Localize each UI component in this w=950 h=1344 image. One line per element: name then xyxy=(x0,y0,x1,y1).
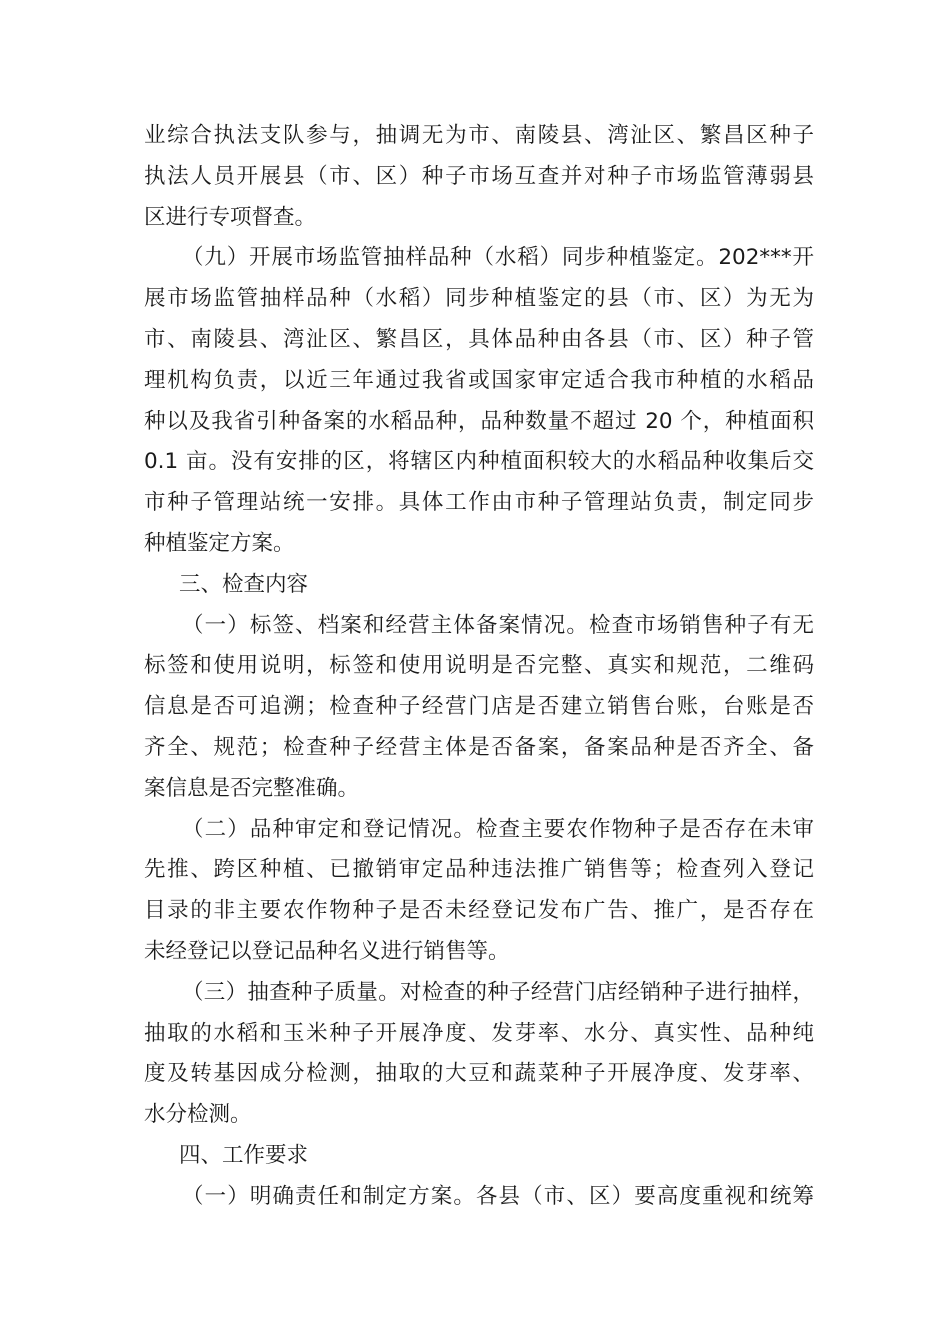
text-line: 抽取的水稻和玉米种子开展净度、发芽率、水分、真实性、品种纯 xyxy=(144,1020,814,1046)
section-heading: 三、检查内容 xyxy=(179,571,309,597)
paragraph-start-line: （二）品种审定和登记情况。检查主要农作物种子是否存在未审 xyxy=(182,816,814,842)
text-line: 目录的非主要农作物种子是否未经登记发布广告、推广，是否存在 xyxy=(144,898,814,924)
text-line: 0.1 亩。没有安排的区，将辖区内种植面积较大的水稻品种收集后交 xyxy=(144,449,814,475)
text-line: 展市场监管抽样品种（水稻）同步种植鉴定的县（市、区）为无为 xyxy=(144,286,814,312)
text-line: 业综合执法支队参与，抽调无为市、南陵县、湾沚区、繁昌区种子 xyxy=(144,123,814,148)
text-line: 先推、跨区种植、已撤销审定品种违法推广销售等；检查列入登记 xyxy=(144,857,814,883)
text-line: 市、南陵县、湾沚区、繁昌区，具体品种由各县（市、区）种子管 xyxy=(144,326,814,352)
document-body xyxy=(144,116,814,1218)
text-line: 市种子管理站统一安排。具体工作由市种子管理站负责，制定同步 xyxy=(144,490,814,516)
text-line: 标签和使用说明，标签和使用说明是否完整、真实和规范，二维码 xyxy=(144,653,814,679)
text-line: 齐全、规范；检查种子经营主体是否备案，备案品种是否齐全、备 xyxy=(144,734,814,760)
text-line: 执法人员开展县（市、区）种子市场互查并对种子市场监管薄弱县 xyxy=(144,163,814,189)
text-line: 区进行专项督查。 xyxy=(144,204,317,230)
text-line: 种植鉴定方案。 xyxy=(144,530,295,556)
text-line: 水分检测。 xyxy=(144,1102,252,1128)
text-line: 信息是否可追溯；检查种子经营门店是否建立销售台账，台账是否 xyxy=(144,694,814,720)
text-line: 种以及我省引种备案的水稻品种，品种数量不超过 20 个，种植面积 xyxy=(144,408,814,434)
text-line: 理机构负责，以近三年通过我省或国家审定适合我市种植的水稻品 xyxy=(144,367,814,393)
paragraph-start-line: （一）明确责任和制定方案。各县（市、区）要高度重视和统筹 xyxy=(182,1183,814,1209)
text-line: 未经登记以登记品种名义进行销售等。 xyxy=(144,938,510,964)
paragraph-start-line: （九）开展市场监管抽样品种（水稻）同步种植鉴定。202***开 xyxy=(182,245,814,271)
paragraph-start-line: （一）标签、档案和经营主体备案情况。检查市场销售种子有无 xyxy=(182,612,814,638)
text-line: 度及转基因成分检测，抽取的大豆和蔬菜种子开展净度、发芽率、 xyxy=(144,1061,814,1087)
text-line: 案信息是否完整准确。 xyxy=(144,775,360,801)
paragraph-start-line: （三）抽查种子质量。对检查的种子经营门店经销种子进行抽样， xyxy=(182,979,814,1005)
section-heading: 四、工作要求 xyxy=(179,1142,309,1168)
